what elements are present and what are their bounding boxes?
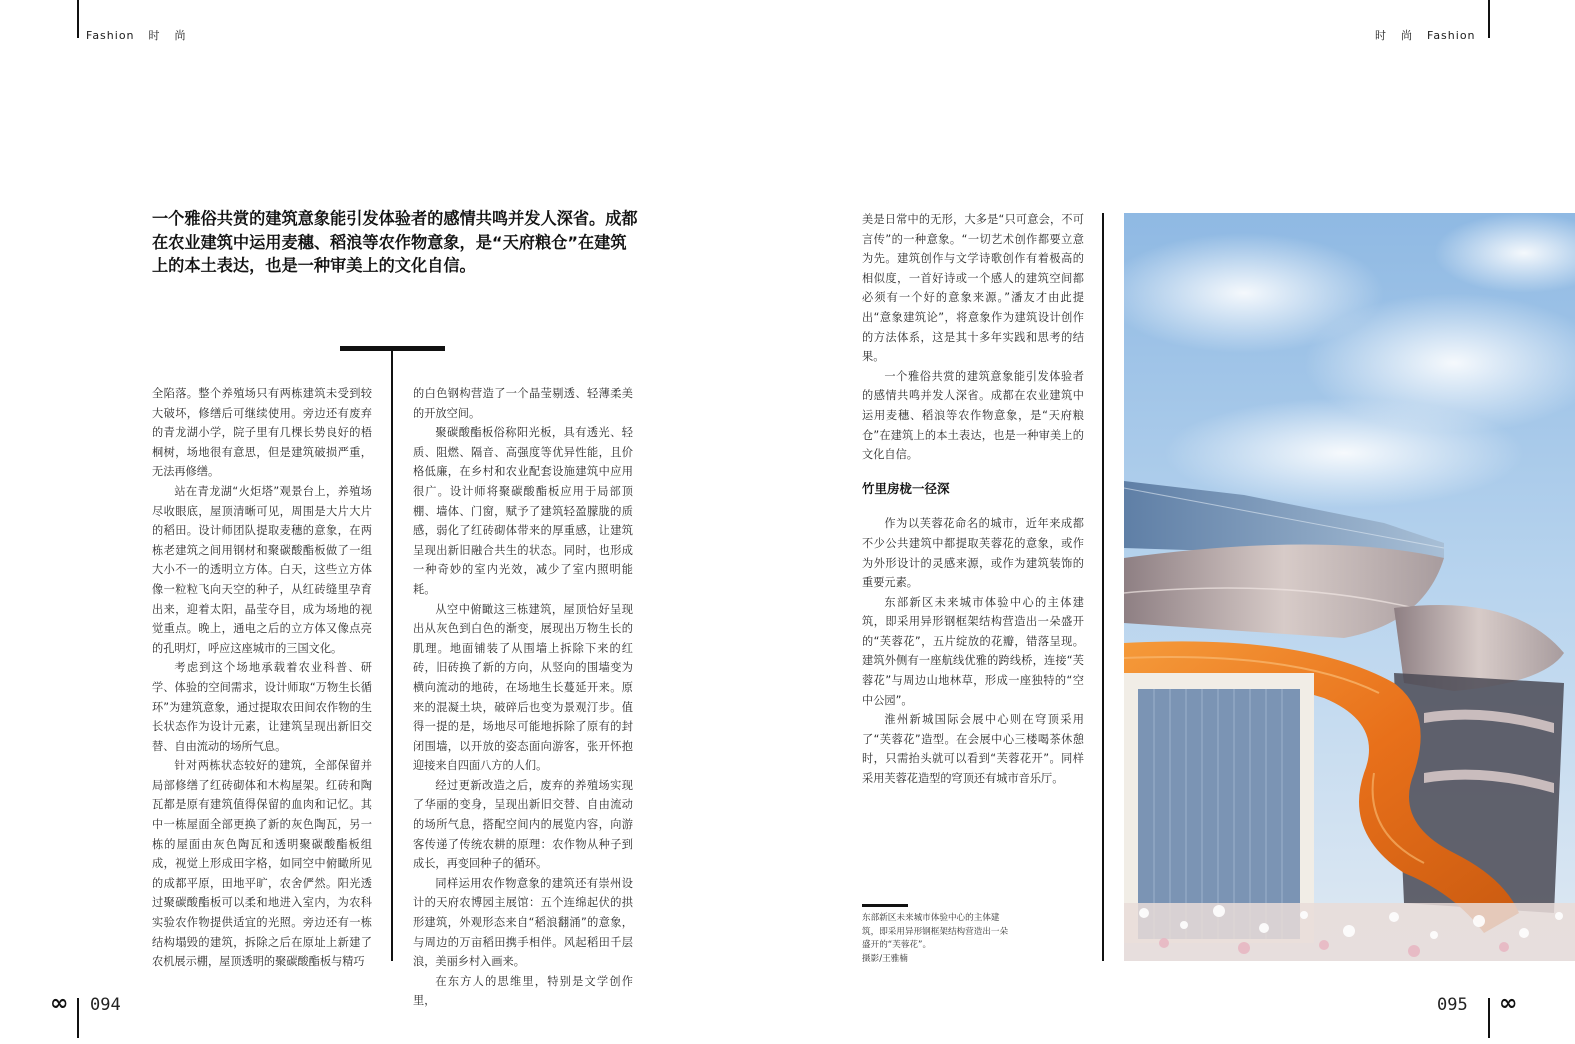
text-column-1 [152,384,372,969]
header-right-zh2: 尚 [1401,29,1413,42]
col2-paragraph-6: 在东方人的思维里，特别是文学创作里， [413,974,633,1008]
top-right-rule [1488,0,1490,38]
column-divider-right [1102,213,1104,961]
building-illustration [1124,213,1575,961]
header-right-en: Fashion [1427,29,1476,42]
col3-paragraph-4: 东部新区未来城市体验中心的主体建筑，即采用异形钢框架结构营造出一朵盛开的“芙蓉花”，五片绽放的花瓣，错落呈现。建筑外侧有一座航线优雅的跨线桥，连接“芙蓉花”与周边山地林草，形成一座独特的“空中公园”。 [862,595,1084,707]
col2-paragraph-5: 同样运用农作物意象的建筑还有崇州设计的天府农博园主展馆：五个连绵起伏的拱形建筑，外观形态来自“稻浪翻涌”的意象，与周边的万亩稻田携手相伴。风起稻田千层浪，美丽乡村入画来。 [413,876,633,969]
caption-rule [862,904,908,907]
caption-line-2: 筑，即采用异形钢框架结构营造出一朵 [862,926,1009,937]
caption-credit: 摄影/王雅楠 [862,953,908,964]
header-left-zh1: 时 [148,29,161,42]
pull-quote: 一个雅俗共赏的建筑意象能引发体验者的感情共鸣并发人深省。成都在农业建筑中运用麦穗、稻浪等农作物意象，是“天府粮仓”在建筑上的本土表达，也是一种审美上的文化自信。 [152,209,638,275]
text-column-3 [862,210,1084,800]
col3-paragraph-1: 美是日常中的无形，大多是“只可意会，不可言传”的一种意象。“一切艺术创作都要立意为先。建筑创作与文学诗歌创作有着极高的相似度，一首好诗或一个感人的建筑空间都必须有一个好的意象来源。”潘友才由此提出“意象建筑论”，将意象作为建筑设计创作的方法体系，这是其十多年实践和思考的结果。 [862,213,1084,364]
col1-paragraph-4: 针对两栋状态较好的建筑，全部保留并局部修缮了红砖砌体和木构屋架。红砖和陶瓦都是原有建筑值得保留的血肉和记忆。其中一栋屋面全部更换了新的灰色陶瓦，另一栋的屋面由灰色陶瓦和透明聚碳酸酯板组成，视觉上形成田字格，如同空中俯瞰所见的成都平原，田地平旷，农舍俨然。阳光透过聚碳酸酯板可以柔和地进入室内，为农科实验农作物提供适宜的光照。旁边还有一栋结构塌毁的建筑，拆除之后在原址上新建了农机展示棚，屋顶透明的聚碳酸酯板与精巧 [152,759,372,969]
page-number-left: 094 [90,995,121,1015]
caption-line-3: 盛开的“芙蓉花”。 [862,940,932,950]
header-right-zh1: 时 [1375,29,1387,42]
section-subheading: 竹里房栊一径深 [862,480,950,496]
col3-paragraph-3: 作为以芙蓉花命名的城市，近年来成都不少公共建筑中都提取芙蓉花的意象，或作为外形设计的灵感来源，或作为建筑装饰的重要元素。 [862,517,1084,590]
col1-paragraph-2: 站在青龙湖“火炬塔”观景台上，养殖场尽收眼底，屋顶清晰可见，周围是大片大片的稻田。设计师团队提取麦穗的意象，在两栋老建筑之间用钢材和聚碳酸酯板做了一组大小不一的透明立方体。白天，这些立方体像一粒粒飞向天空的种子，从红砖缝里孕育出来，迎着太阳，晶莹夺目，成为场地的视觉重点。晚上，通电之后的立方体又像点亮的孔明灯，呼应这座城市的三国文化。 [152,484,372,655]
header-right [1375,27,1476,43]
col2-paragraph-2: 聚碳酸酯板俗称阳光板，具有透光、轻质、阻燃、隔音、高强度等优异性能，且价格低廉，在乡村和农业配套设施建筑中应用很广。设计师将聚碳酸酯板应用于局部顶棚、墙体、门窗，赋予了建筑轻盈朦胧的质感，弱化了红砖砌体带来的厚重感，让建筑呈现出新旧融合共生的状态。同时，也形成一种奇妙的室内光效，减少了室内照明能耗。 [413,426,633,596]
page-number-right: 095 [1437,995,1468,1015]
header-left-zh2: 尚 [174,29,187,42]
decor-bar [340,346,445,351]
top-left-rule [77,0,79,38]
text-column-2 [413,384,633,1008]
infinity-ornament-left: ∞ [50,991,69,1016]
col3-paragraph-2: 一个雅俗共赏的建筑意象能引发体验者的感情共鸣并发人深省。成都在农业建筑中运用麦穗、稻浪等农作物意象，是“天府粮仓”在建筑上的本土表达，也是一种审美上的文化自信。 [862,369,1084,462]
column-divider-left [391,349,393,961]
col1-paragraph-1: 全陷落。整个养殖场只有两栋建筑未受到较大破坏，修缮后可继续使用。旁边还有废弃的青龙湖小学，院子里有几棵长势良好的梧桐树，场地很有意思，但是建筑破损严重，无法再修缮。 [152,387,372,479]
col2-paragraph-1: 的白色钢构营造了一个晶莹剔透、轻薄柔美的开放空间。 [413,387,633,420]
building-photo [1124,213,1575,961]
bottom-right-rule [1488,998,1490,1038]
col2-paragraph-4: 经过更新改造之后，废弃的养殖场实现了华丽的变身，呈现出新旧交替、自由流动的场所气息，搭配空间内的展览内容，向游客传递了传统农耕的原理：农作物从种子到成长，再变回种子的循环。 [413,778,633,871]
col3-paragraph-5: 淮州新城国际会展中心则在穹顶采用了“芙蓉花”造型。在会展中心三楼喝茶休憩时，只需抬头就可以看到“芙蓉花开”。同样采用芙蓉花造型的穹顶还有城市音乐厅。 [862,713,1084,786]
col1-paragraph-3: 考虑到这个场地承载着农业科普、研学、体验的空间需求，设计师取“万物生长循环”为建筑意象，通过提取农田间农作物的生长状态作为设计元素，让建筑呈现出新旧交替、自由流动的场所气息。 [152,661,372,753]
photo-caption [862,912,1012,966]
infinity-ornament-right: ∞ [1499,991,1518,1016]
col2-paragraph-3: 从空中俯瞰这三栋建筑，屋顶恰好呈现出从灰色到白色的渐变，展现出万物生长的肌理。地面铺装了从围墙上拆除下来的红砖，旧砖换了新的方向，从竖向的围墙变为横向流动的地砖，在场地生长蔓延开来。原来的混凝土块，破碎后也变为景观汀步。值得一提的是，场地尽可能地拆除了原有的封闭围墙，以开放的姿态面向游客，张开怀抱迎接来自四面八方的人们。 [413,602,633,773]
caption-line-1: 东部新区未来城市体验中心的主体建 [862,913,1000,923]
bottom-left-rule [77,998,79,1038]
header-left-en: Fashion [86,29,135,42]
header-left [86,27,187,43]
